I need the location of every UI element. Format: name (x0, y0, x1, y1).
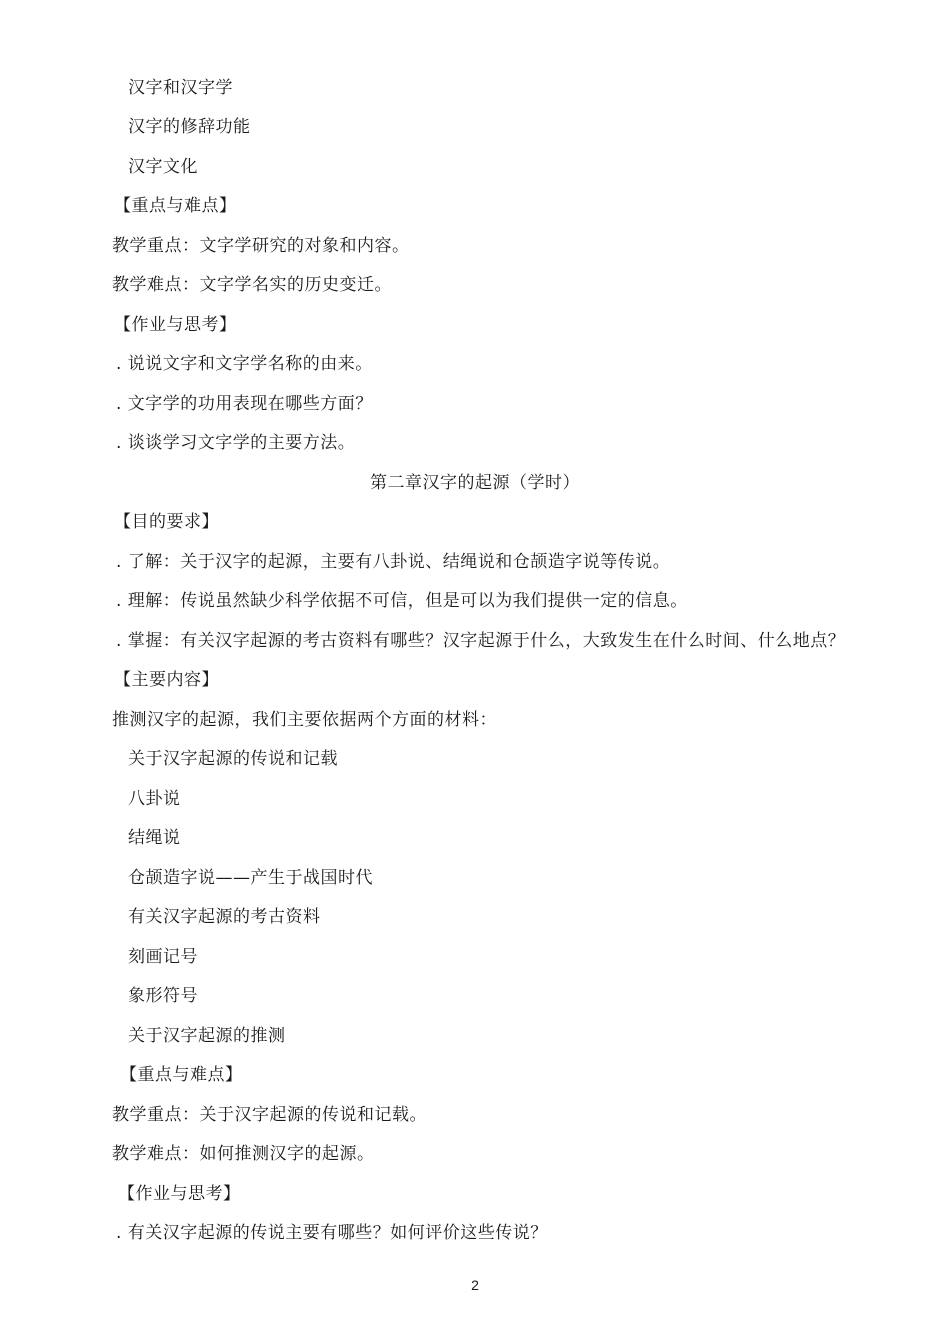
content-item: 结绳说 (128, 828, 181, 848)
topic-line: 汉字的修辞功能 (128, 117, 251, 137)
difficulty-text: 教学难点：如何推测汉字的起源。 (112, 1144, 375, 1164)
section-heading: 【作业与思考】 (118, 1184, 241, 1204)
homework-item: . 文字学的功用表现在哪些方面？ (116, 394, 373, 414)
key-point-text: 教学重点：关于汉字起源的传说和记载。 (112, 1105, 427, 1125)
content-item: 关于汉字起源的推测 (128, 1026, 286, 1046)
goal-item: . 理解：传说虽然缺少科学依据不可信，但是可以为我们提供一定的信息。 (116, 591, 688, 611)
page-number: 2 (471, 1277, 479, 1293)
content-item: 仓颉造字说——产生于战国时代 (128, 868, 373, 888)
section-heading: 【重点与难点】 (114, 196, 237, 216)
section-heading: 【目的要求】 (114, 512, 219, 532)
section-heading: 【主要内容】 (114, 670, 219, 690)
content-item: 八卦说 (128, 789, 181, 809)
content-item: 象形符号 (128, 986, 198, 1006)
difficulty-text: 教学难点：文字学名实的历史变迁。 (112, 275, 392, 295)
goal-item: . 掌握：有关汉字起源的考古资料有哪些？汉字起源于什么，大致发生在什么时间、什么地点？ (116, 631, 846, 651)
section-heading: 【作业与思考】 (114, 315, 237, 335)
topic-line: 汉字文化 (128, 157, 198, 177)
topic-line: 汉字和汉字学 (128, 78, 233, 98)
goal-item: . 了解：关于汉字的起源，主要有八卦说、结绳说和仓颉造字说等传说。 (116, 552, 671, 572)
homework-item: . 说说文字和文字学名称的由来。 (116, 354, 373, 374)
content-item: 刻画记号 (128, 947, 198, 967)
content-intro: 推测汉字的起源，我们主要依据两个方面的材料： (112, 710, 497, 730)
section-heading: 【重点与难点】 (120, 1065, 243, 1085)
homework-item: . 谈谈学习文字学的主要方法。 (116, 433, 356, 453)
key-point-text: 教学重点：文字学研究的对象和内容。 (112, 236, 410, 256)
homework-item: . 有关汉字起源的传说主要有哪些？如何评价这些传说？ (116, 1223, 548, 1243)
content-item: 关于汉字起源的传说和记载 (128, 749, 338, 769)
content-item: 有关汉字起源的考古资料 (128, 907, 321, 927)
chapter-title: 第二章汉字的起源（学时） (370, 473, 580, 493)
